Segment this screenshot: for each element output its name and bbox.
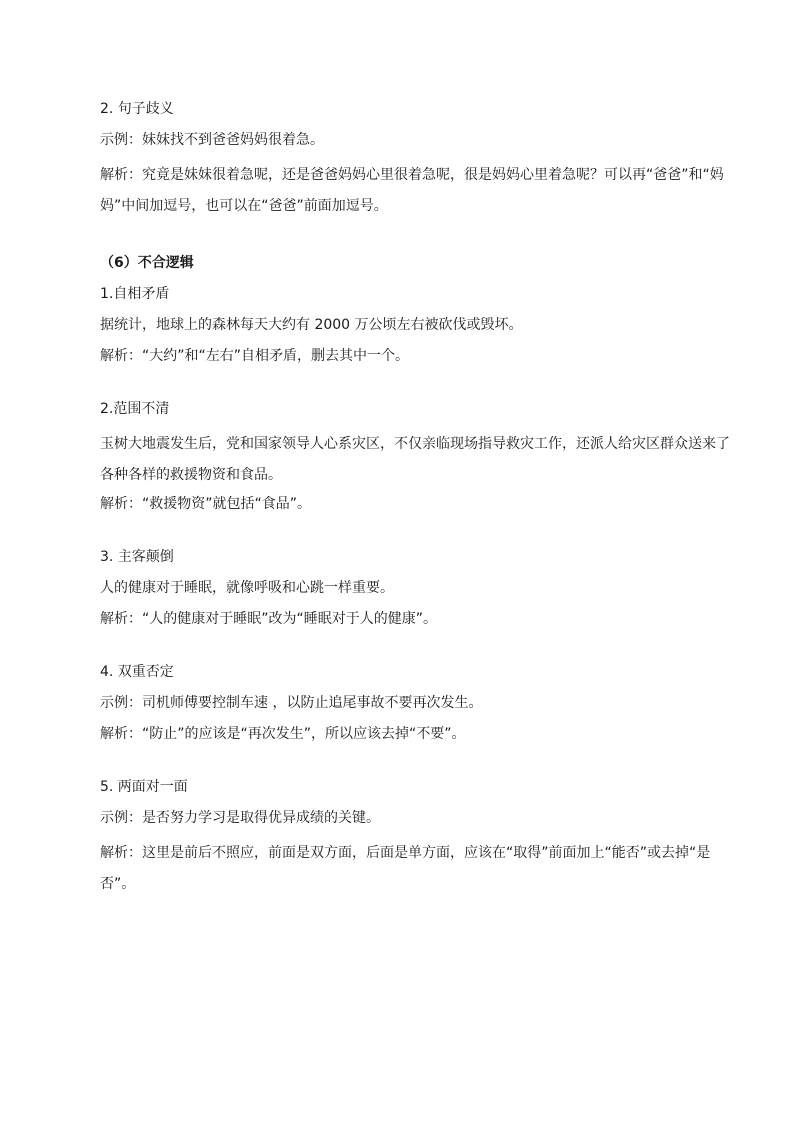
subheading-double-negative: 4. 双重否定 bbox=[100, 664, 174, 680]
example-contradiction: 据统计，地球上的森林每天大约有 2000 万公顷左右被砍伐或毁坏。 bbox=[100, 317, 523, 333]
subheading-contradiction: 1.自相矛盾 bbox=[100, 286, 170, 302]
example-scope: 玉树大地震发生后，党和国家领导人心系灾区，不仅亲临现场指导救灾工作，还派人给灾区群众送来了各种各样的救援物资和食品。 bbox=[100, 436, 730, 483]
subheading-scope: 2.范围不清 bbox=[100, 401, 170, 417]
analysis-double-negative: 解析：“防止”的应该是“再次发生”，所以应该去掉“不要”。 bbox=[100, 726, 466, 742]
section-heading-ambiguity: 2. 句子歧义 bbox=[100, 101, 174, 117]
example-inversion: 人的健康对于睡眠，就像呼吸和心跳一样重要。 bbox=[100, 580, 394, 596]
subheading-inversion: 3. 主客颠倒 bbox=[100, 549, 174, 565]
document-content bbox=[100, 98, 730, 900]
analysis-ambiguity: 解析：究竟是妹妹很着急呢，还是爸爸妈妈心里很着急呢，很是妈妈心里着急呢？可以再“爸爸”和“妈妈”中间加逗号，也可以在“爸爸”前面加逗号。 bbox=[100, 167, 724, 214]
section-title-illogical: （6）不合逻辑 bbox=[100, 255, 194, 271]
analysis-contradiction: 解析：“大约”和“左右”自相矛盾，删去其中一个。 bbox=[100, 348, 410, 364]
analysis-scope: 解析：“救援物资”就包括“食品”。 bbox=[100, 496, 312, 512]
analysis-two-vs-one: 解析：这里是前后不照应，前面是双方面，后面是单方面，应该在“取得”前面加上“能否”或去掉“是否”。 bbox=[100, 845, 711, 892]
subheading-two-vs-one: 5. 两面对一面 bbox=[100, 779, 188, 795]
example-double-negative: 示例：司机师傅要控制车速 ，以防止追尾事故不要再次发生。 bbox=[100, 695, 483, 711]
example-ambiguity: 示例：妹妹找不到爸爸妈妈很着急。 bbox=[100, 132, 324, 148]
example-two-vs-one: 示例：是否努力学习是取得优异成绩的关键。 bbox=[100, 810, 380, 826]
analysis-inversion: 解析：“人的健康对于睡眠”改为“睡眠对于人的健康”。 bbox=[100, 611, 438, 627]
